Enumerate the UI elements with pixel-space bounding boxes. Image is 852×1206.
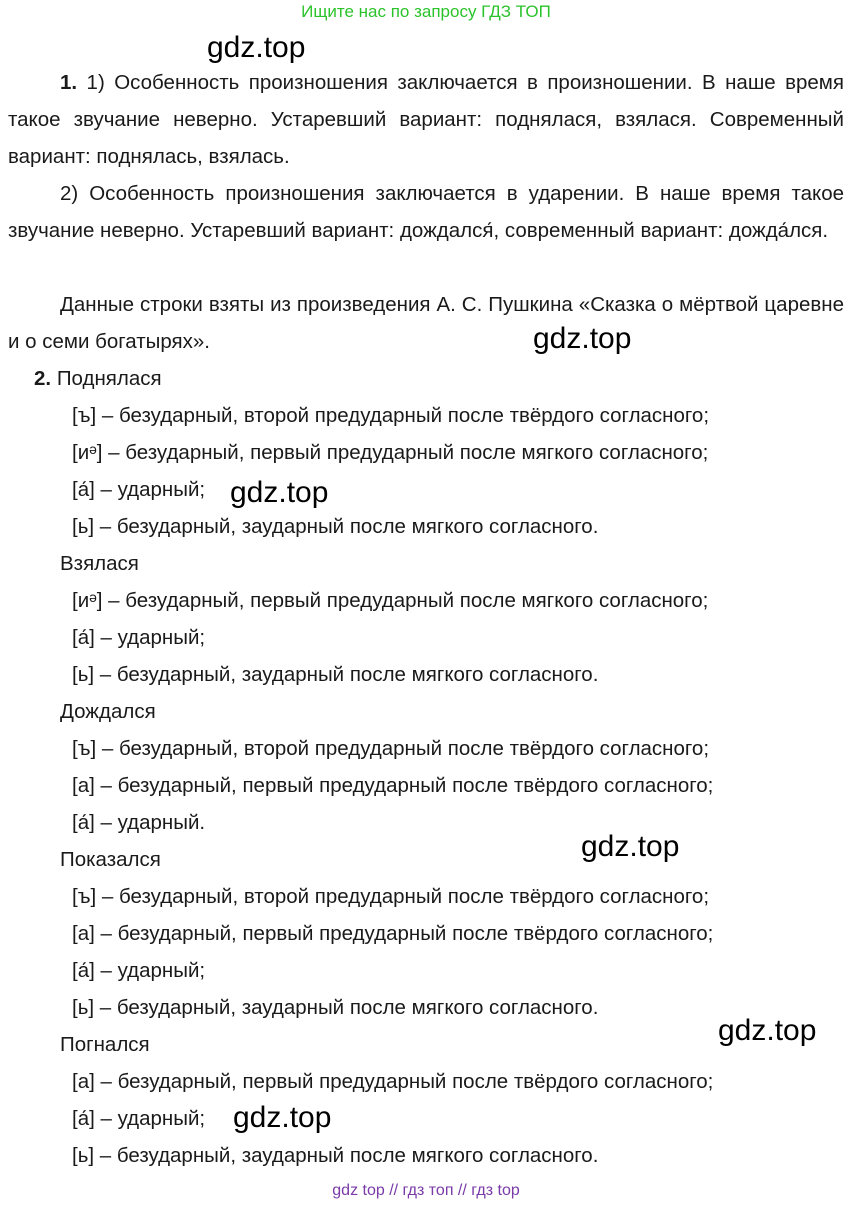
task2-heading (34, 366, 162, 392)
word-title: Поднялася (56, 367, 162, 390)
phoneme-line: [а́] – ударный; (72, 478, 206, 501)
phoneme-line: [а] – безударный, первый предударный после твёрдого согласного; (72, 1070, 714, 1093)
phoneme-line: [иᵊ] – безударный, первый предударный после мягкого согласного; (72, 589, 709, 612)
phoneme-line: [а́] – ударный; (72, 626, 206, 649)
phoneme-line: [ъ] – безударный, второй предударный после твёрдого согласного; (72, 404, 710, 427)
watermark: gdz.top (718, 1014, 817, 1047)
task1-p3-text: Данные строки взяты из произведения А. С. Пушкина «Сказка о мёртвой царевне и о семи богатырях». (8, 293, 844, 353)
phoneme-line: [а́] – ударный; (72, 959, 206, 982)
watermark: gdz.top (207, 31, 306, 64)
phoneme-line: [иᵊ] – безударный, первый предударный после мягкого согласного; (72, 441, 709, 464)
task2-number: 2. (34, 367, 52, 390)
phoneme-line: [а] – безударный, первый предударный после твёрдого согласного; (72, 922, 714, 945)
footer-links[interactable]: gdz top // гдз топ // гдз top (332, 1182, 520, 1199)
word-title: Дождался (60, 700, 156, 723)
task1-paragraph-2 (8, 175, 844, 249)
watermark: gdz.top (233, 1101, 332, 1134)
phoneme-line: [ъ] – безударный, второй предударный после твёрдого согласного; (72, 737, 710, 760)
task1-paragraph-1 (8, 64, 844, 175)
phoneme-line: [ь] – безударный, заударный после мягкого согласного. (72, 1144, 599, 1167)
phoneme-line: [ь] – безударный, заударный после мягкого согласного. (72, 515, 599, 538)
phoneme-line: [а́] – ударный. (72, 811, 206, 834)
watermark: gdz.top (581, 830, 680, 863)
task1-paragraph-3 (8, 286, 844, 360)
task1-p2-text: 2) Особенность произношения заключается в ударении. В наше время такое звучание неверно. Устаревший вариант: дождался́, современный вариант: дожда́лся. (8, 182, 844, 242)
task1-number: 1. (60, 71, 78, 94)
word-title: Показался (60, 848, 161, 871)
phoneme-line: [ь] – безударный, заударный после мягкого согласного. (72, 663, 599, 686)
word-title: Погнался (60, 1033, 150, 1056)
word-title: Взялася (60, 552, 139, 575)
phoneme-line: [ь] – безударный, заударный после мягкого согласного. (72, 996, 599, 1019)
task1-p1-text: 1) Особенность произношения заключается в произношении. В наше время такое звучание неверно. Устаревший вариант: поднялася, взялася. Современный вариант: поднялась, взялась. (8, 71, 844, 168)
phoneme-line: [ъ] – безударный, второй предударный после твёрдого согласного; (72, 885, 710, 908)
search-hint[interactable]: Ищите нас по запросу ГДЗ ТОП (301, 2, 551, 21)
watermark: gdz.top (230, 476, 329, 509)
phoneme-line: [а] – безударный, первый предударный после твёрдого согласного; (72, 774, 714, 797)
watermark: gdz.top (533, 322, 632, 355)
phoneme-line: [а́] – ударный; (72, 1107, 206, 1130)
